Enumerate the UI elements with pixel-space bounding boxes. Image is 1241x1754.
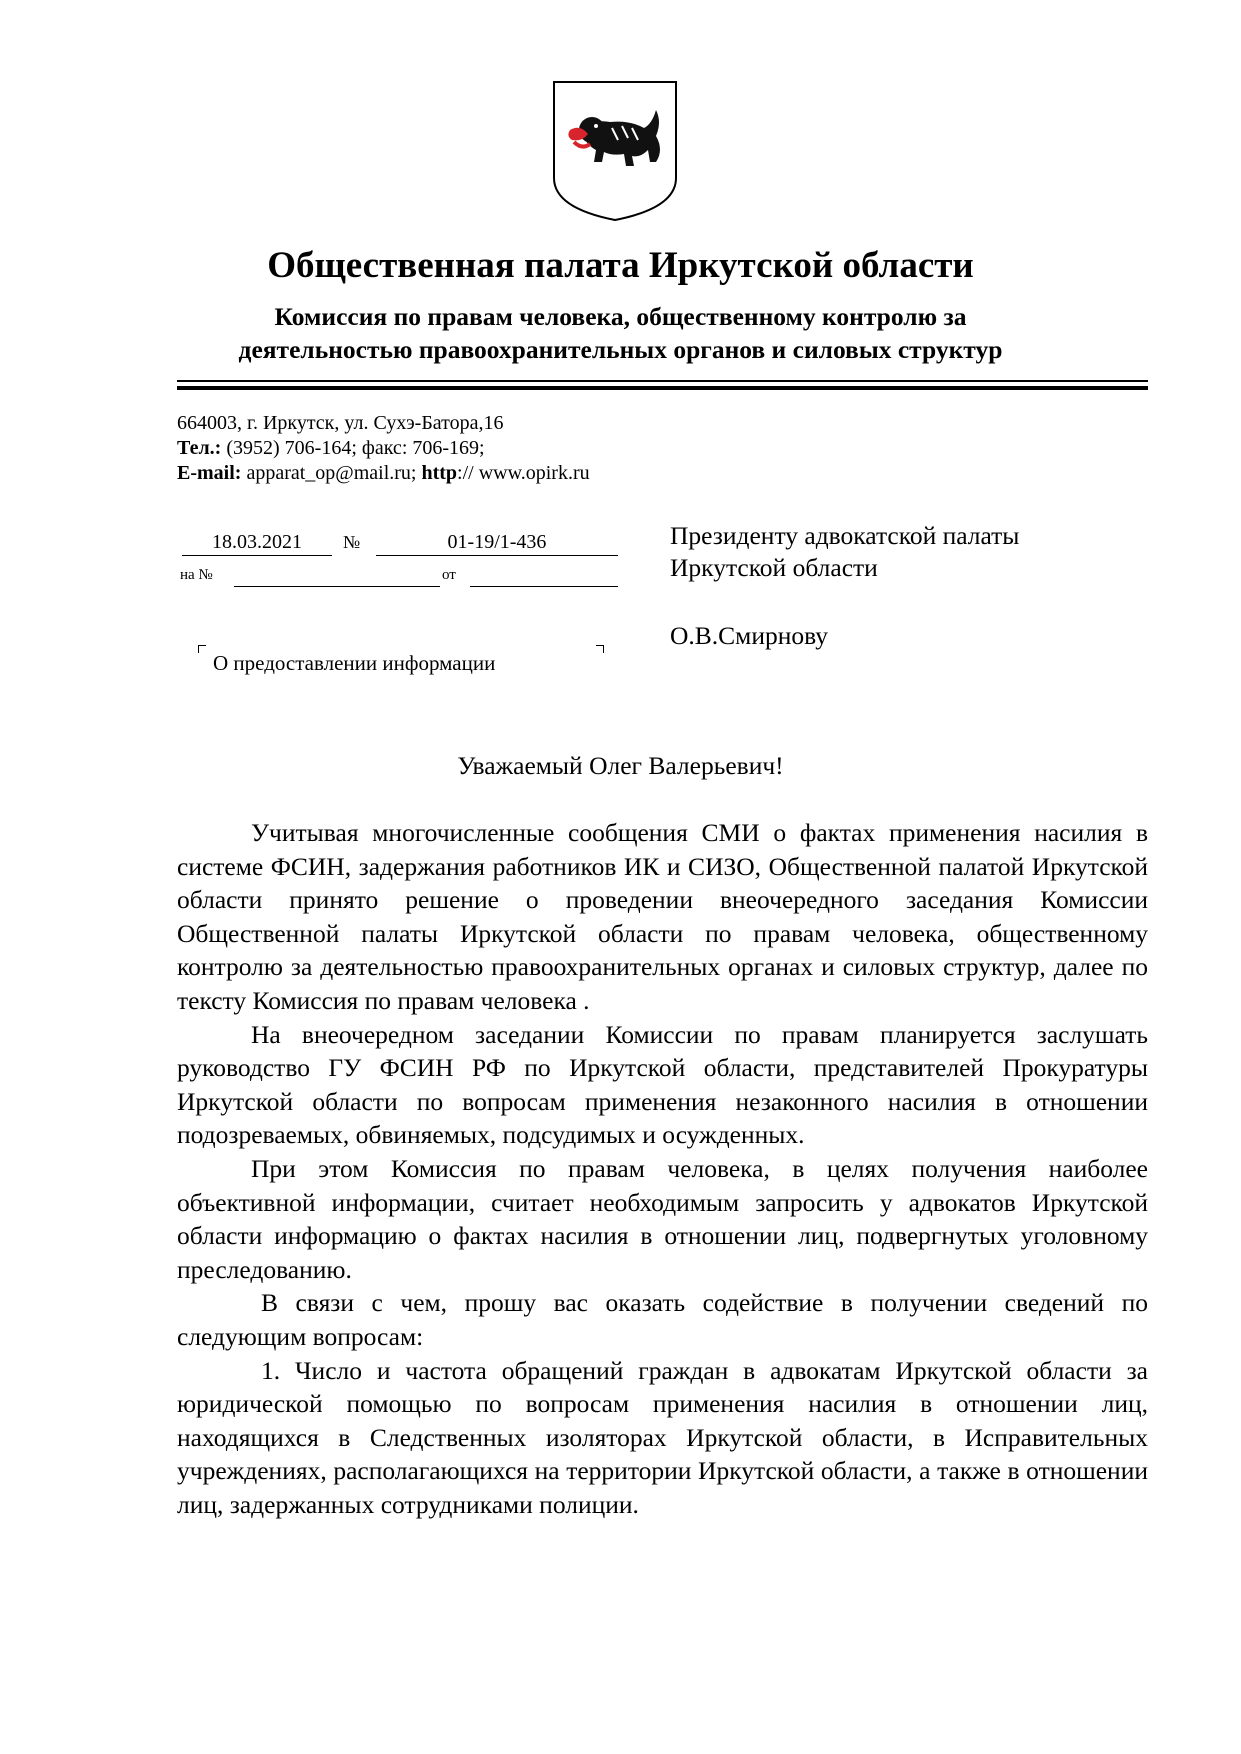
body-paragraph: На внеочередном заседании Комиссии по правам планируется заслушать руководство ГУ ФСИН РФ по Иркутской области, представителей Прокуратуры Иркутской области по вопросам применения незаконного насилия в отношении подозреваемых, обвиняемых, подсудимых и осужденных. [177, 1019, 1148, 1150]
coat-of-arms-emblem [552, 80, 678, 222]
address-line: 664003, г. Иркутск, ул. Сухэ-Батора,16 [177, 412, 504, 434]
addressee-line-2: Иркутской области [670, 553, 878, 582]
commission-name [0, 300, 1241, 366]
email-value: apparat_op@mail.ru; [241, 462, 422, 484]
phone-value: (3952) 706-164; факс: 706-169; [221, 437, 485, 459]
date-underline [182, 555, 332, 556]
subject-corner-left [198, 645, 206, 653]
header-rule-thin [177, 380, 1148, 382]
salutation: Уважаемый Олег Валерьевич! [457, 751, 784, 780]
letter-body [177, 816, 1148, 1521]
letter-subject: О предоставлении информации [213, 651, 496, 675]
organization-title: Общественная палата Иркутской области [267, 245, 974, 286]
body-paragraph: Учитывая многочисленные сообщения СМИ о фактах применения насилия в системе ФСИН, задержания работников ИК и СИЗО, Общественной палатой Иркутской области принято решение о проведении внеочередного заседания Комиссии Общественной палаты Иркутской области по правам человека, общественному контролю за деятельностью правоохранительных органах и силовых структур, далее по тексту Комиссия по правам человека . [177, 818, 1148, 1015]
reply-to-underline [234, 586, 440, 587]
body-paragraph: При этом Комиссия по правам человека, в целях получения наиболее объективной информации, считает необходимым запросить у адвокатов Иркутской области информацию о фактах насилия в отношении лиц, подвергнутых уголовному преследованию. [177, 1153, 1148, 1284]
document-number: 01-19/1-436 [447, 531, 547, 553]
body-paragraph: 1. Число и частота обращений граждан в адвокатам Иркутской области за юридической помощью по вопросам применения насилия в отношении лиц, находящихся в Следственных изоляторах Иркутской области, в Исправительных учреждениях, располагающихся на территории Иркутской области, а также в отношении лиц, задержанных сотрудниками полиции. [177, 1355, 1148, 1519]
subject-corner-right [596, 645, 604, 653]
commission-line-1: Комиссия по правам человека, общественному контролю за [274, 302, 967, 331]
phone-line [177, 436, 590, 461]
email-label: E-mail: [177, 462, 242, 484]
header-rule-thick [177, 386, 1148, 390]
babr-emblem-icon [552, 80, 678, 222]
addressee-block [670, 520, 1019, 584]
http-value: :// www.opirk.ru [457, 462, 590, 484]
http-label: http [421, 462, 458, 484]
phone-label: Тел.: [177, 437, 222, 459]
email-line [177, 461, 590, 486]
reply-from-label: от [442, 567, 456, 583]
reply-to-label: на № [180, 567, 213, 583]
addressee-line-1: Президенту адвокатской палаты [670, 521, 1020, 550]
number-sign: № [343, 532, 361, 552]
reply-from-underline [470, 586, 618, 587]
document-date: 18.03.2021 [212, 531, 302, 553]
contacts-block [177, 411, 590, 486]
addressee-name: О.В.Смирнову [670, 621, 829, 650]
number-underline [376, 555, 618, 556]
body-paragraph: В связи с чем, прошу вас оказать содействие в получении сведений по следующим вопросам: [177, 1288, 1148, 1351]
commission-line-2: деятельностью правоохранительных органов и силовых структур [238, 335, 1003, 364]
